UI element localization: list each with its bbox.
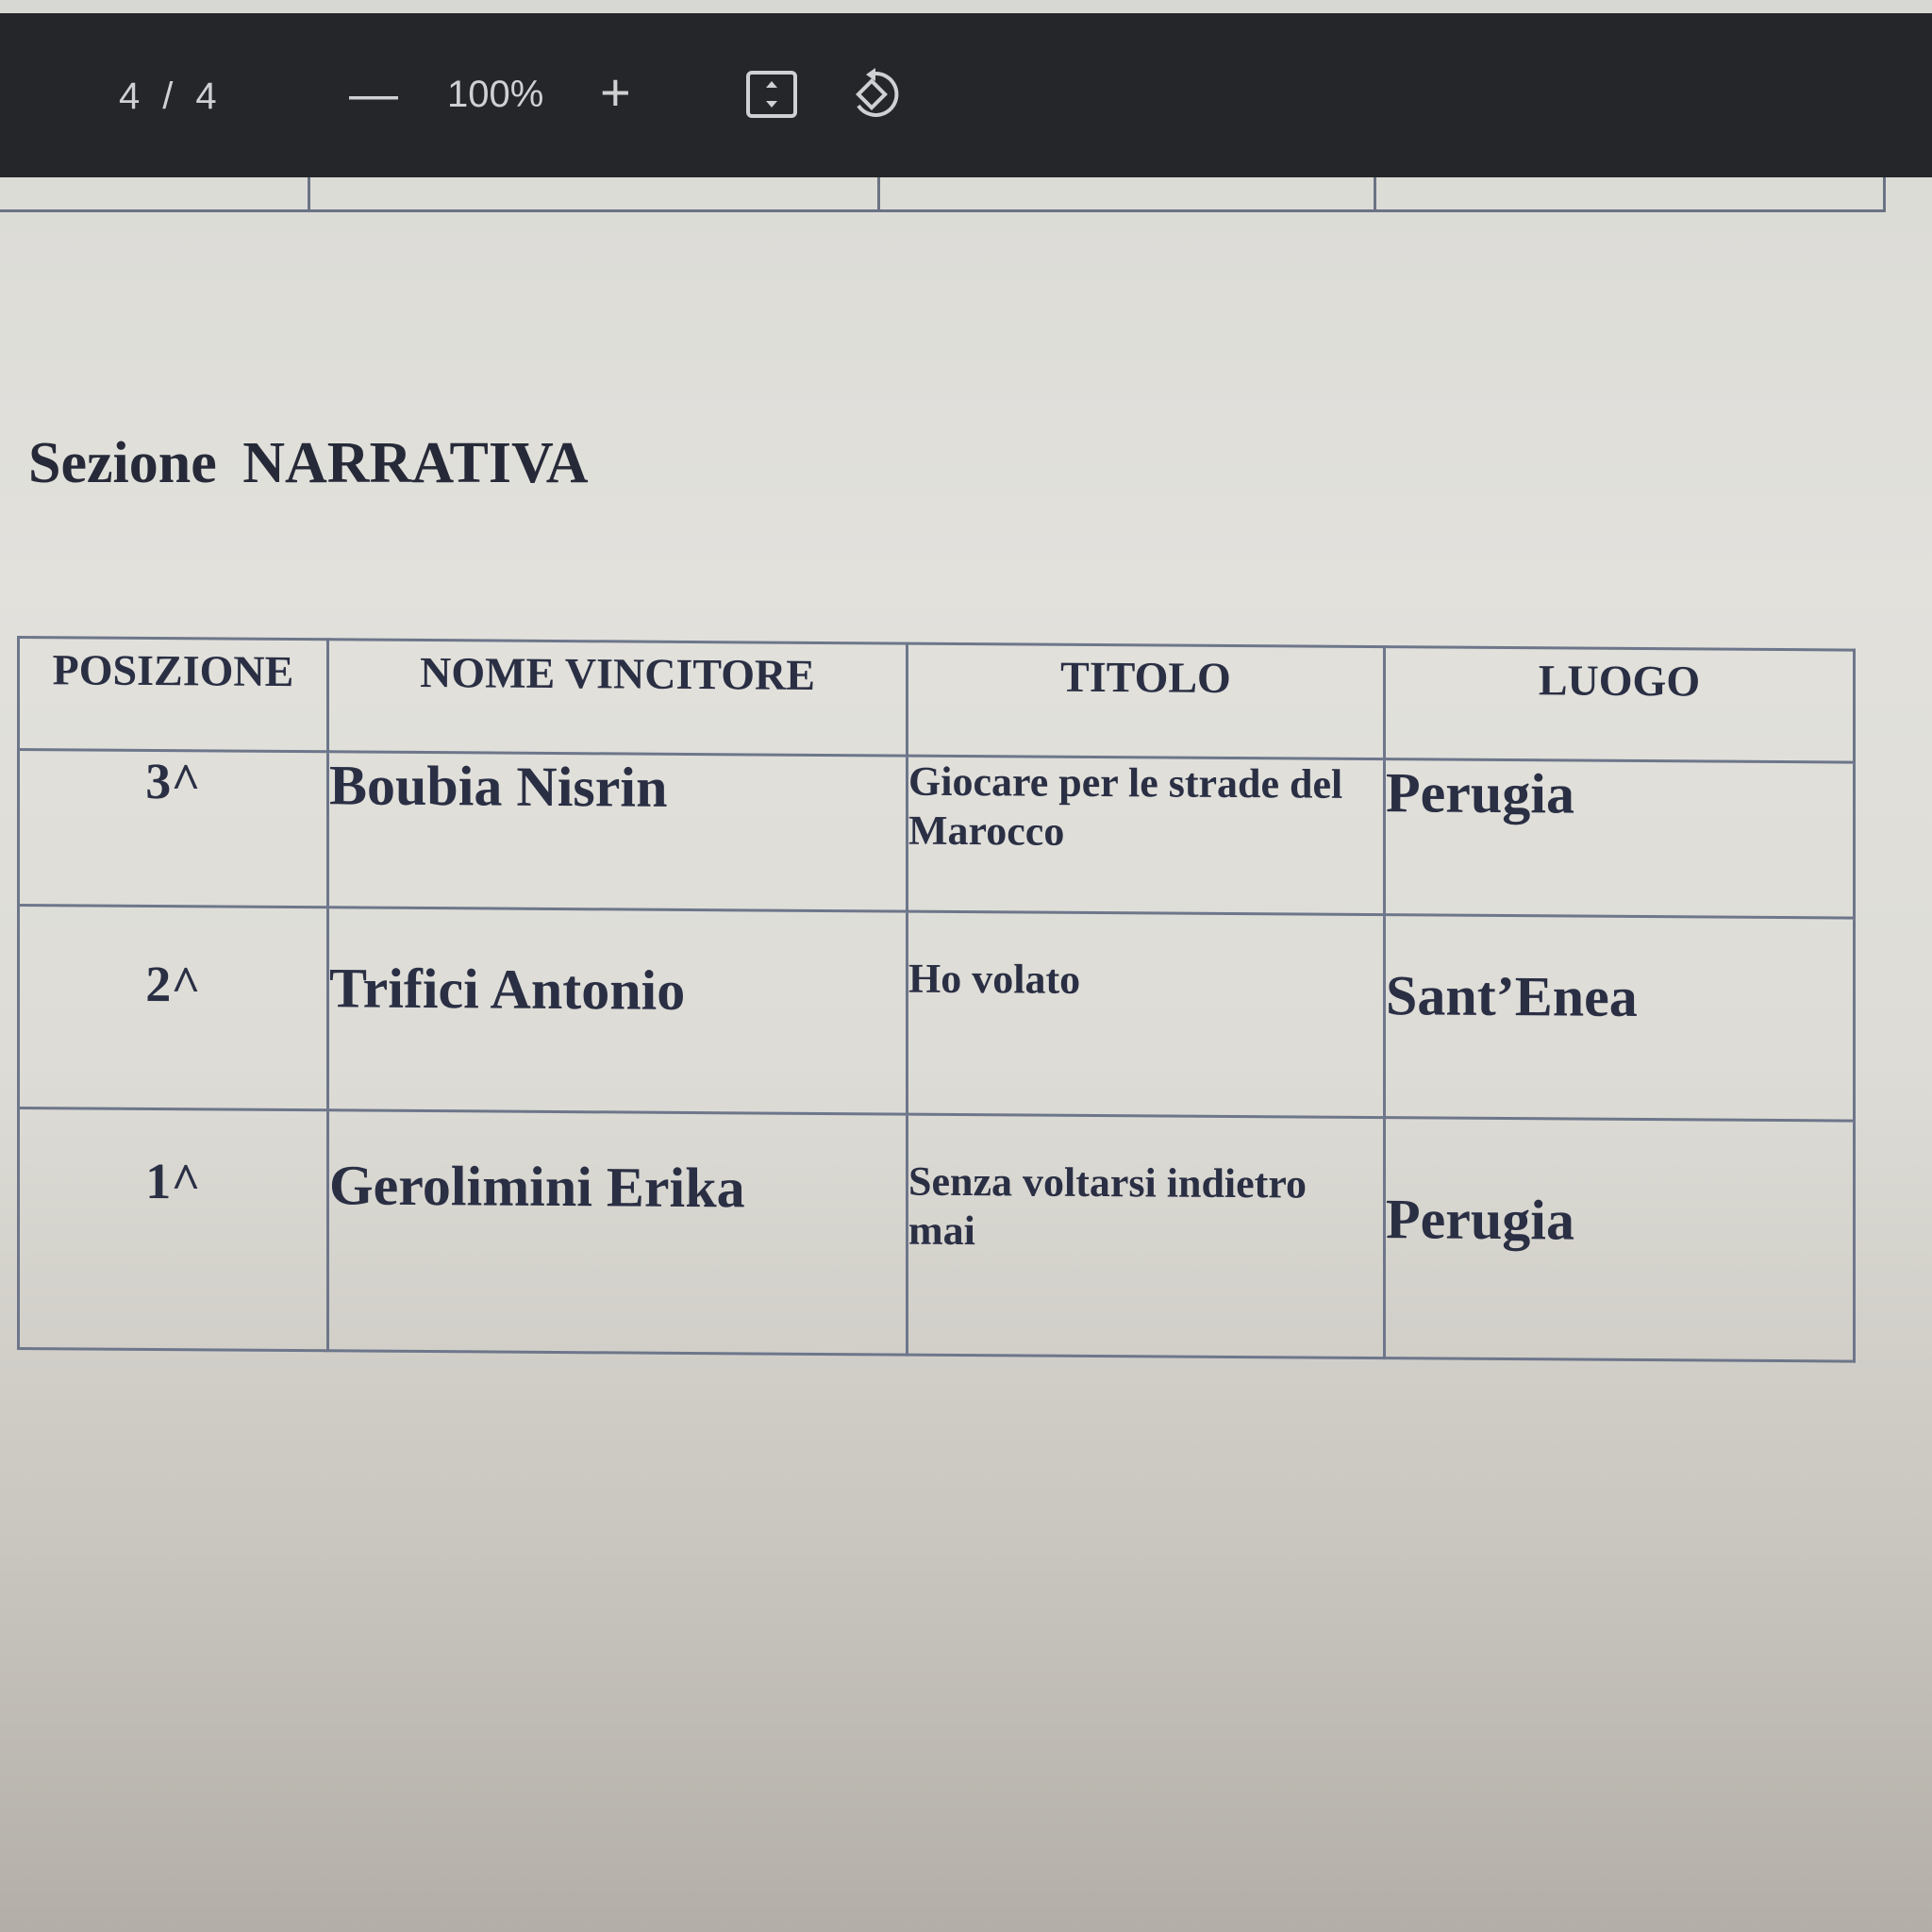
- zoom-in-button[interactable]: +: [600, 62, 631, 122]
- table-divider: [308, 177, 310, 209]
- previous-table-bottom-edge: [0, 177, 1886, 212]
- position-cell: 3^: [19, 750, 328, 908]
- zoom-level-display[interactable]: 100%: [447, 74, 544, 115]
- results-table: [17, 636, 1856, 1363]
- place-cell: Perugia: [1385, 759, 1855, 918]
- position-cell: 2^: [19, 906, 328, 1110]
- total-page-count: 4: [195, 75, 219, 117]
- winner-name-cell: Gerolimini Erika: [328, 1110, 908, 1355]
- table-row: [19, 1108, 1855, 1362]
- fit-page-button[interactable]: [745, 70, 798, 119]
- header-titolo: TITOLO: [908, 643, 1385, 759]
- table-header-row: [19, 638, 1855, 763]
- table-row: [19, 750, 1855, 919]
- pdf-toolbar: [0, 0, 1932, 177]
- winner-name-cell: Trifici Antonio: [328, 908, 908, 1114]
- toolbar-top-edge: [0, 0, 1932, 13]
- fit-page-icon: [745, 70, 798, 119]
- header-nome-vincitore: NOME VINCITORE: [328, 640, 908, 756]
- table-divider: [1374, 177, 1376, 209]
- place-cell: Sant’Enea: [1385, 915, 1855, 1121]
- rotate-icon: [847, 66, 904, 123]
- zoom-out-button[interactable]: —: [349, 67, 398, 122]
- position-cell: 1^: [19, 1108, 328, 1351]
- current-page-number[interactable]: 4: [119, 75, 142, 117]
- title-cell: Senza voltarsi indietro mai: [908, 1114, 1385, 1358]
- place-cell: Perugia: [1385, 1118, 1855, 1361]
- header-posizione: POSIZIONE: [19, 638, 328, 752]
- title-cell: Giocare per le strade del Marocco: [908, 756, 1385, 915]
- title-cell: Ho volato: [908, 911, 1385, 1118]
- page-indicator: [119, 75, 219, 118]
- header-luogo: LUOGO: [1385, 647, 1855, 762]
- rotate-button[interactable]: [847, 66, 904, 123]
- page-separator: /: [162, 75, 175, 117]
- section-title: Sezione NARRATIVA: [28, 431, 589, 495]
- table-row: [19, 906, 1855, 1122]
- winner-name-cell: Boubia Nisrin: [328, 752, 908, 911]
- table-divider: [877, 177, 880, 209]
